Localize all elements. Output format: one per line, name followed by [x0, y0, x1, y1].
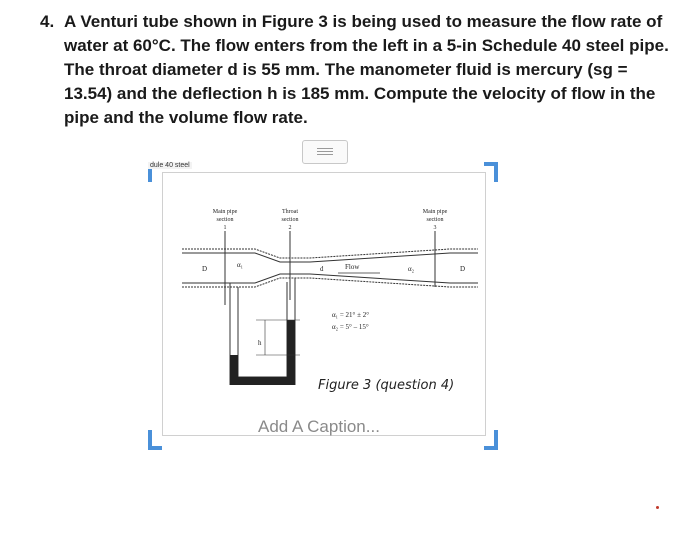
add-caption-field[interactable]: Add A Caption...: [258, 417, 380, 436]
handwritten-figure-caption: Figure 3 (question 4): [318, 378, 455, 393]
stray-mark: [656, 506, 659, 509]
svg-text:3: 3: [433, 225, 437, 231]
resize-handle-bottom-right[interactable]: [484, 430, 498, 450]
question-line: 13.54) and the deflection h is 185 mm. Compute the velocity of flow in the: [64, 84, 656, 103]
label-D-right: D: [460, 265, 466, 273]
label-alpha1: α₁: [237, 261, 244, 269]
resize-handle-bottom-left[interactable]: [148, 430, 162, 450]
question-line: The throat diameter d is 55 mm. The manometer fluid is mercury (sg =: [64, 60, 628, 79]
venturi-diagram: [180, 205, 480, 385]
drag-handle[interactable]: [302, 140, 348, 164]
label-throat: Throat: [282, 209, 298, 215]
label-main-pipe-1: Main pipe: [212, 209, 238, 215]
resize-handle-top-right[interactable]: [484, 162, 498, 182]
question-line: water at 60°C. The flow enters from the left in a 5-in Schedule 40 steel pipe.: [64, 36, 669, 55]
question-line: A Venturi tube shown in Figure 3 is being used to measure the flow rate of: [64, 12, 663, 31]
svg-text:1: 1: [223, 225, 227, 231]
svg-text:section: section: [281, 217, 299, 223]
question-number: 4.: [40, 12, 55, 31]
label-angle2: α₂ = 5° – 15°: [332, 323, 369, 331]
label-flow: Flow: [345, 263, 360, 271]
svg-text:section: section: [426, 217, 444, 223]
label-d: d: [320, 265, 324, 273]
label-alpha2: α₂: [408, 265, 415, 273]
label-h: h: [258, 339, 262, 347]
label-main-pipe-3: Main pipe: [422, 209, 448, 215]
figure-corner-tag: dule 40 steel: [150, 162, 190, 169]
label-D-left: D: [202, 265, 208, 273]
svg-text:section: section: [216, 217, 234, 223]
svg-text:2: 2: [288, 225, 292, 231]
question-line: pipe and the volume flow rate.: [64, 108, 308, 127]
label-angle1: α₁ = 21° ± 2°: [332, 311, 369, 319]
